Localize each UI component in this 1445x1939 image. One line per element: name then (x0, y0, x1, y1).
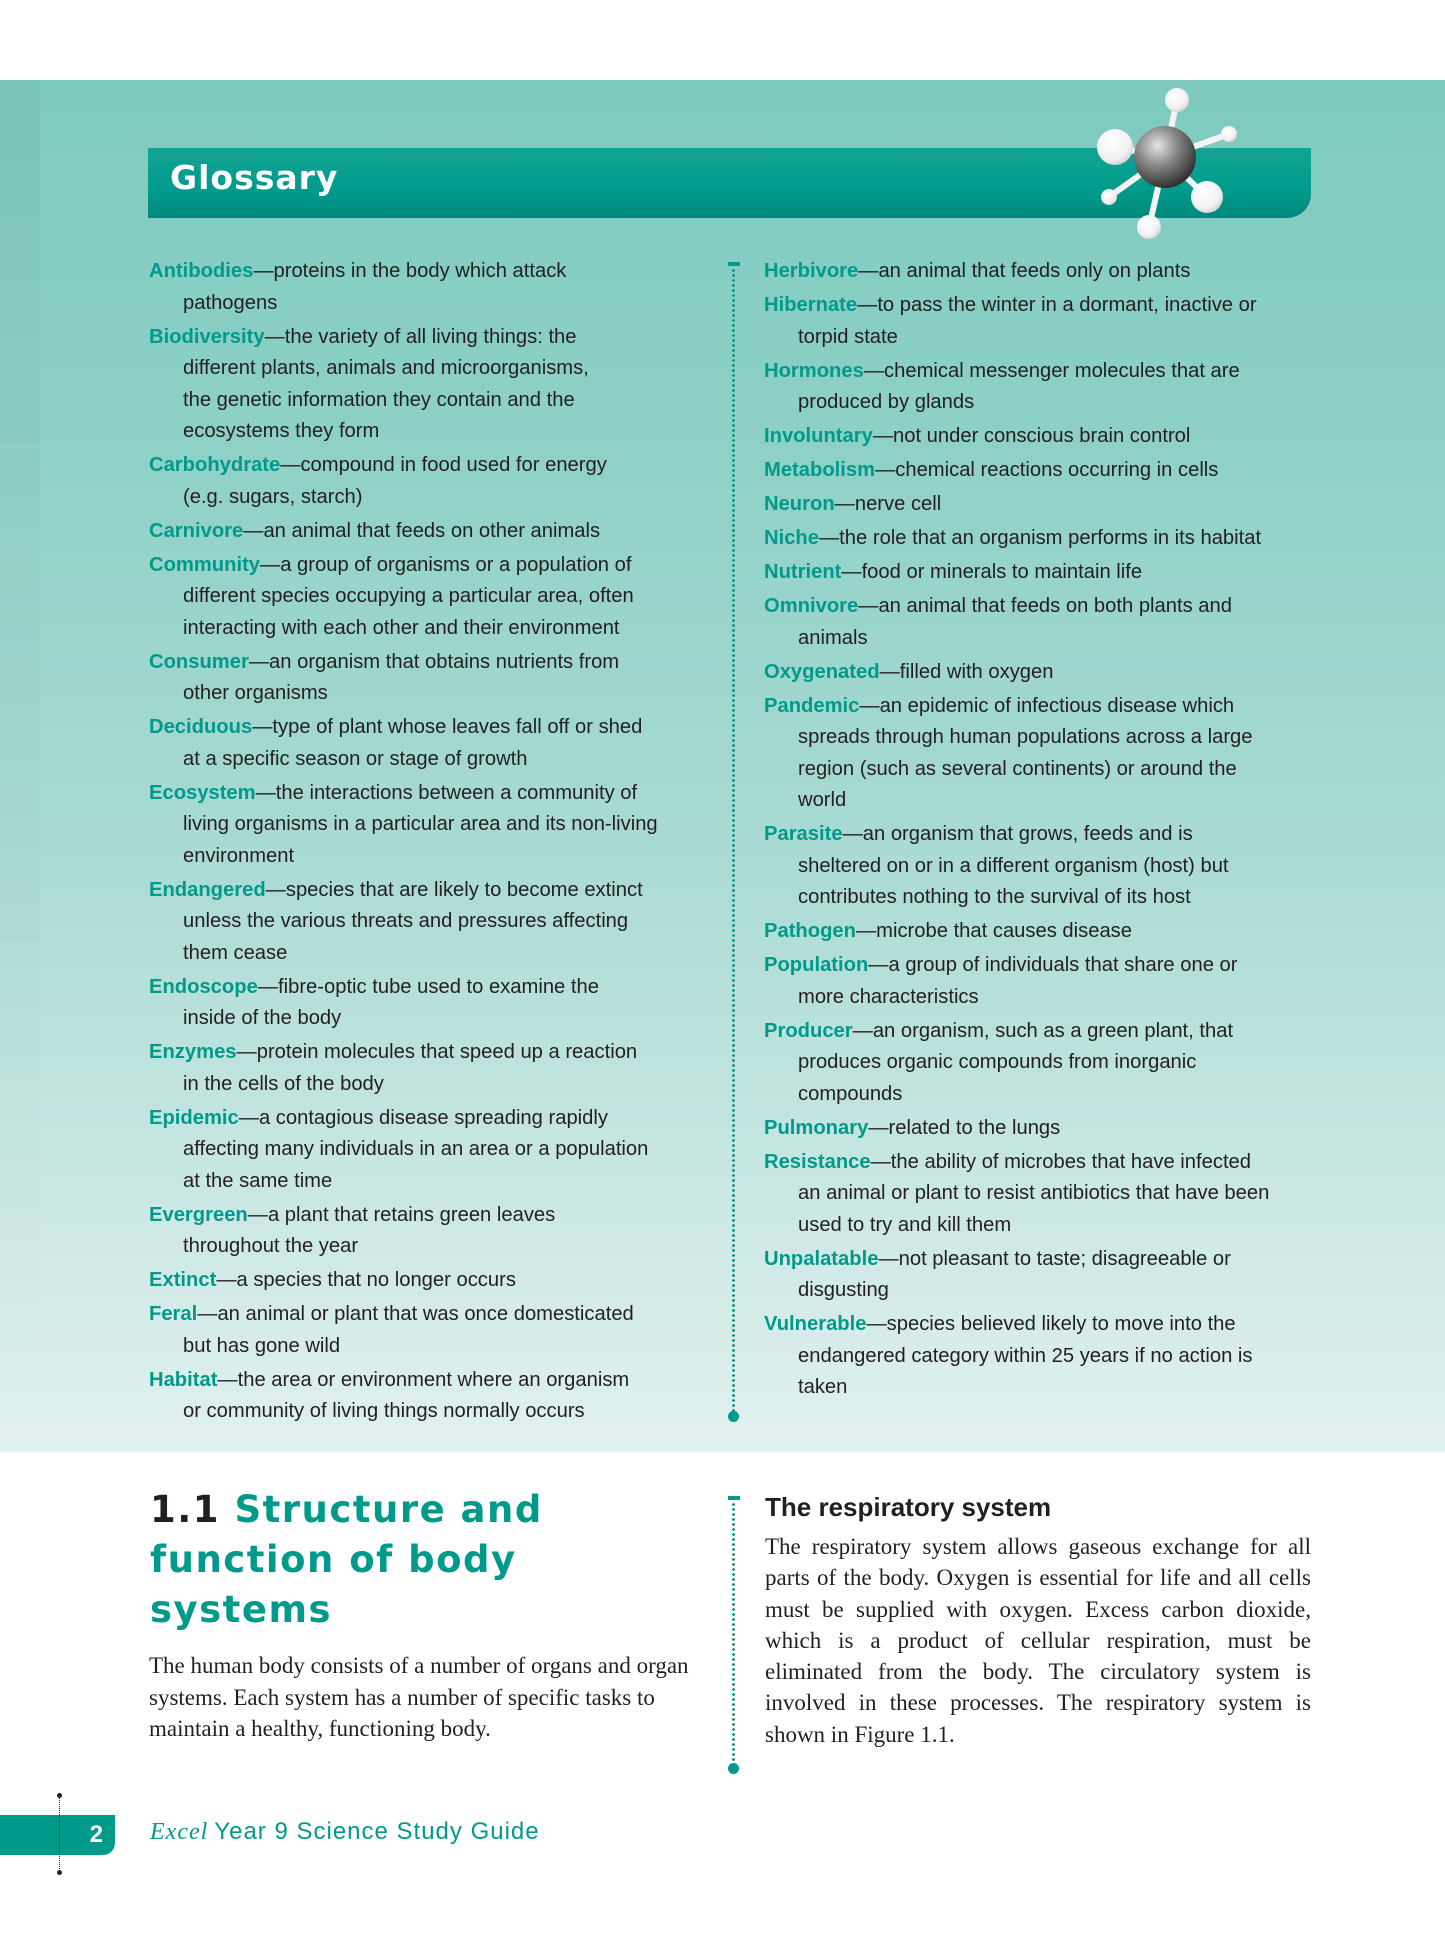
section-heading (150, 1485, 710, 1635)
glossary-left-column (149, 256, 709, 1430)
glossary-definition: —a group of individuals that share one or (868, 954, 1238, 976)
glossary-entry (764, 523, 1324, 555)
glossary-entry-line (149, 322, 709, 354)
glossary-entry (764, 290, 1324, 353)
glossary-entry-line (764, 523, 1324, 555)
glossary-entry (764, 421, 1324, 453)
glossary-entry-line (149, 581, 709, 613)
glossary-term: Extinct (149, 1269, 217, 1291)
section-title-line1: Structure and (234, 1488, 543, 1531)
glossary-entry-line (149, 744, 709, 776)
glossary-definition: —filled with oxygen (879, 660, 1054, 683)
glossary-entry (149, 1200, 709, 1263)
glossary-entry-line (764, 1341, 1324, 1373)
glossary-entry-line (149, 1265, 709, 1297)
glossary-definition: —species believed likely to move into the (866, 1313, 1236, 1335)
glossary-entry-line (764, 1372, 1324, 1404)
glossary-entry-line (764, 1275, 1324, 1307)
glossary-definition: used to try and kill them (798, 1213, 1012, 1236)
glossary-entry-line (149, 938, 709, 970)
glossary-entry-line (149, 1231, 709, 1263)
section-title-line2: function of body (150, 1538, 517, 1581)
glossary-entry-line (764, 356, 1324, 388)
glossary-definition: more characteristics (798, 985, 979, 1008)
glossary-term: Carbohydrate (149, 454, 281, 476)
glossary-entry-line (149, 1166, 709, 1198)
glossary-term: Community (149, 553, 261, 576)
glossary-entry-line (149, 1069, 709, 1101)
glossary-entry (149, 1037, 709, 1100)
glossary-definition: contributes nothing to the survival of its host (798, 886, 1191, 908)
glossary-term: Pandemic (764, 694, 860, 717)
glossary-entry-line (764, 916, 1324, 948)
glossary-entry-line (764, 1178, 1324, 1210)
glossary-entry-line (764, 722, 1324, 754)
glossary-term: Omnivore (764, 595, 859, 617)
glossary-definition: torpid state (798, 325, 898, 348)
glossary-left-strip (0, 80, 40, 1452)
glossary-entry (764, 1147, 1324, 1242)
glossary-definition: produced by glands (798, 391, 975, 413)
glossary-entry-line (764, 691, 1324, 723)
glossary-entry-line (764, 421, 1324, 453)
glossary-term: Neuron (764, 493, 835, 515)
glossary-term: Vulnerable (764, 1313, 867, 1335)
glossary-definition: —the area or environment where an organism (217, 1368, 630, 1391)
respiratory-heading: The respiratory system (765, 1492, 1052, 1522)
glossary-entry-line (149, 256, 709, 288)
glossary-entry-line (149, 353, 709, 385)
glossary-term: Population (764, 954, 869, 976)
glossary-term: Involuntary (764, 425, 873, 447)
glossary-definition: —not under conscious brain control (872, 425, 1191, 447)
glossary-term: Endoscope (149, 975, 258, 998)
glossary-term: Hormones (764, 359, 864, 382)
divider-cap (728, 262, 740, 266)
glossary-entry (764, 691, 1324, 817)
glossary-definition: but has gone wild (183, 1334, 341, 1357)
glossary-term: Pathogen (764, 920, 856, 942)
glossary-definition: —an organism, such as a green plant, that (852, 1019, 1234, 1042)
glossary-definition: different species occupying a particular area, often (183, 585, 634, 607)
glossary-term: Metabolism (764, 459, 876, 481)
glossary-definition: —an animal that feeds on both plants and (858, 595, 1232, 617)
divider-cap (728, 1496, 740, 1500)
glossary-entry-line (149, 1003, 709, 1035)
glossary-definition: throughout the year (183, 1235, 359, 1257)
glossary-definition: disgusting (798, 1279, 889, 1301)
glossary-entry-line (149, 712, 709, 744)
glossary-term: Antibodies (149, 260, 254, 282)
glossary-definition: —nerve cell (834, 493, 942, 515)
glossary-entry (764, 256, 1324, 288)
glossary-entry-line (764, 256, 1324, 288)
glossary-entry-line (764, 591, 1324, 623)
glossary-entry (764, 657, 1324, 689)
glossary-entry-line (149, 647, 709, 679)
glossary-entry (149, 1365, 709, 1428)
glossary-entry-line (764, 1147, 1324, 1179)
glossary-definition: at the same time (183, 1169, 333, 1192)
glossary-entry (764, 557, 1324, 589)
glossary-entry-line (149, 1037, 709, 1069)
glossary-entry-line (149, 1396, 709, 1428)
glossary-term: Niche (764, 527, 819, 549)
glossary-definition: —the role that an organism performs in its habitat (818, 527, 1262, 549)
glossary-entry (764, 819, 1324, 914)
glossary-entry-line (149, 809, 709, 841)
divider-dots (732, 1502, 735, 1764)
glossary-entry-line (149, 288, 709, 320)
glossary-entry-line (764, 1047, 1324, 1079)
glossary-definition: —related to the lungs (868, 1116, 1061, 1139)
glossary-term: Pulmonary (764, 1116, 869, 1139)
glossary-definition: —fibre-optic tube used to examine the (257, 975, 599, 998)
glossary-entry-line (149, 1200, 709, 1232)
glossary-entry (764, 916, 1324, 948)
glossary-entry (764, 1309, 1324, 1404)
glossary-definition: —proteins in the body which attack (253, 260, 567, 282)
glossary-definition: in the cells of the body (183, 1072, 384, 1095)
section-title-line3: systems (150, 1588, 333, 1631)
glossary-entry (764, 1016, 1324, 1111)
glossary-definition: living organisms in a particular area and its non-living (183, 813, 658, 835)
glossary-entry-line (764, 851, 1324, 883)
glossary-definition: —the ability of microbes that have infected (870, 1150, 1252, 1173)
glossary-entry (149, 1265, 709, 1297)
glossary-entry-line (764, 1244, 1324, 1276)
glossary-definition: environment (183, 844, 295, 867)
glossary-entry-line (764, 290, 1324, 322)
glossary-definition: —compound in food used for energy (280, 454, 607, 476)
glossary-entry (764, 1244, 1324, 1307)
glossary-entry (149, 322, 709, 448)
glossary-term: Nutrient (764, 561, 842, 583)
glossary-entry (149, 778, 709, 873)
glossary-entry (149, 450, 709, 513)
glossary-definition: —an animal or plant that was once domesticated (197, 1303, 634, 1325)
glossary-entry-line (149, 972, 709, 1004)
divider-end-dot (728, 1763, 739, 1774)
glossary-definition: —chemical messenger molecules that are (863, 359, 1240, 382)
glossary-definition: taken (798, 1376, 848, 1398)
glossary-definition: —a contagious disease spreading rapidly (238, 1106, 608, 1129)
glossary-term: Habitat (149, 1368, 218, 1391)
glossary-entry-line (764, 455, 1324, 487)
glossary-title: Glossary (170, 158, 339, 197)
glossary-definition: —an animal that feeds on other animals (243, 519, 601, 542)
glossary-definition: —food or minerals to maintain life (841, 561, 1143, 583)
glossary-entry-line (764, 387, 1324, 419)
glossary-entry-line (149, 1134, 709, 1166)
glossary-entry (149, 516, 709, 548)
divider-dots (732, 268, 735, 1412)
footer-dotted-rule (59, 1795, 61, 1875)
glossary-entry-line (764, 982, 1324, 1014)
glossary-entry-line (764, 1113, 1324, 1145)
glossary-term: Carnivore (149, 519, 244, 542)
glossary-term: Enzymes (149, 1041, 237, 1063)
glossary-entry-line (149, 875, 709, 907)
glossary-entry-line (149, 841, 709, 873)
glossary-definition: —the interactions between a community of (255, 781, 638, 804)
glossary-definition: (e.g. sugars, starch) (183, 485, 363, 508)
glossary-entry (764, 489, 1324, 521)
glossary-entry (149, 550, 709, 645)
glossary-definition: produces organic compounds from inorganic (798, 1051, 1197, 1073)
glossary-term: Resistance (764, 1150, 871, 1173)
glossary-right-column (764, 256, 1324, 1406)
glossary-entry-line (149, 778, 709, 810)
glossary-entry-line (149, 1299, 709, 1331)
glossary-entry-line (764, 1016, 1324, 1048)
respiratory-paragraph: The respiratory system allows gaseous exchange for all parts of the body. Oxygen is essential for life and all cells must be supplied with oxygen. Excess carbon dioxide, which is a product of cellular respiration, must be eliminated from the body. The circulatory system is involved in these processes. The respiratory system is shown in Figure 1.1. (765, 1534, 1311, 1747)
glossary-entry (764, 455, 1324, 487)
glossary-definition: —chemical reactions occurring in cells (875, 459, 1219, 481)
glossary-entry-line (764, 489, 1324, 521)
glossary-entry-line (149, 613, 709, 645)
glossary-entry-line (764, 1210, 1324, 1242)
glossary-definition: interacting with each other and their environment (183, 616, 620, 639)
glossary-definition: —an organism that obtains nutrients from (248, 650, 620, 673)
glossary-definition: endangered category within 25 years if no action is (798, 1344, 1253, 1367)
section-number: 1.1 (150, 1488, 221, 1531)
glossary-term: Ecosystem (149, 781, 256, 804)
section-column-divider (731, 1496, 737, 1774)
page-number: 2 (89, 1821, 103, 1848)
glossary-entry-line (764, 819, 1324, 851)
glossary-definition: pathogens (183, 291, 278, 314)
page-number-tab (0, 1815, 115, 1855)
glossary-entry-line (764, 882, 1324, 914)
glossary-definition: —species that are likely to become extinct (265, 878, 643, 901)
glossary-entry (764, 1113, 1324, 1145)
molecule-icon (1085, 82, 1335, 252)
glossary-entry-line (764, 623, 1324, 655)
glossary-entry (149, 1299, 709, 1362)
glossary-entry-line (149, 1331, 709, 1363)
glossary-term: Oxygenated (764, 660, 880, 683)
glossary-entry-line (764, 754, 1324, 786)
glossary-entry-line (149, 482, 709, 514)
glossary-entry (149, 875, 709, 970)
glossary-entry-line (149, 1103, 709, 1135)
glossary-definition: sheltered on or in a different organism (host) but (798, 854, 1229, 877)
glossary-entry (149, 256, 709, 319)
glossary-definition: —an organism that grows, feeds and is (842, 823, 1193, 845)
glossary-definition: affecting many individuals in an area or a population (183, 1138, 649, 1160)
glossary-entry-line (149, 1365, 709, 1397)
glossary-definition: —a plant that retains green leaves (247, 1203, 556, 1226)
glossary-entry (149, 712, 709, 775)
glossary-term: Epidemic (149, 1106, 239, 1129)
footer-book-title (150, 1818, 540, 1846)
glossary-definition: —microbe that causes disease (855, 920, 1132, 942)
glossary-definition: at a specific season or stage of growth (183, 747, 528, 770)
glossary-term: Herbivore (764, 260, 859, 282)
glossary-definition: —not pleasant to taste; disagreeable or (878, 1247, 1231, 1270)
glossary-term: Biodiversity (149, 325, 265, 348)
glossary-entry-line (764, 1079, 1324, 1111)
glossary-entry-line (764, 657, 1324, 689)
glossary-definition: spreads through human populations across a large (798, 726, 1253, 748)
glossary-term: Unpalatable (764, 1247, 879, 1270)
glossary-entry (149, 1103, 709, 1198)
glossary-entry-line (149, 550, 709, 582)
glossary-entry-line (149, 416, 709, 448)
glossary-definition: inside of the body (183, 1007, 342, 1029)
glossary-term: Deciduous (149, 716, 253, 738)
glossary-entry-line (149, 385, 709, 417)
footer-title-text: Year 9 Science Study Guide (214, 1818, 540, 1845)
glossary-term: Hibernate (764, 294, 858, 316)
glossary-definition: —to pass the winter in a dormant, inactive or (857, 294, 1257, 316)
glossary-definition: other organisms (183, 682, 328, 704)
glossary-definition: or community of living things normally occurs (183, 1400, 585, 1422)
glossary-entry (764, 356, 1324, 419)
glossary-entry (764, 591, 1324, 654)
glossary-term: Consumer (149, 650, 249, 673)
footer-brand: Excel (150, 1819, 209, 1845)
glossary-definition: animals (798, 626, 868, 649)
glossary-definition: —type of plant whose leaves fall off or shed (252, 716, 643, 738)
glossary-definition: ecosystems they form (183, 420, 380, 442)
glossary-entry-line (149, 516, 709, 548)
glossary-column-divider (731, 262, 737, 1422)
glossary-entry-line (764, 950, 1324, 982)
glossary-term: Feral (149, 1303, 198, 1325)
footer-rule-bottom-dot (57, 1870, 62, 1875)
glossary-term: Producer (764, 1019, 853, 1042)
glossary-definition: —an animal that feeds only on plants (858, 260, 1191, 282)
glossary-definition: region (such as several continents) or around the (798, 757, 1237, 780)
glossary-entry-line (149, 678, 709, 710)
divider-end-dot (728, 1411, 739, 1422)
glossary-entry (764, 950, 1324, 1013)
glossary-entry-line (149, 450, 709, 482)
glossary-entry (149, 972, 709, 1035)
glossary-term: Evergreen (149, 1203, 248, 1226)
glossary-definition: —a group of organisms or a population of (260, 553, 632, 576)
glossary-definition: the genetic information they contain and the (183, 388, 575, 411)
glossary-definition: unless the various threats and pressures affecting (183, 910, 629, 932)
glossary-definition: —protein molecules that speed up a reaction (236, 1041, 638, 1063)
section-intro-paragraph: The human body consists of a number of organs and organ systems. Each system has a number of specific tasks to maintain a healthy, functioning body. (149, 1653, 689, 1741)
glossary-entry (149, 647, 709, 710)
glossary-definition: compounds (798, 1082, 903, 1105)
glossary-entry-line (764, 785, 1324, 817)
footer-rule-top-dot (57, 1793, 62, 1798)
glossary-term: Parasite (764, 823, 843, 845)
glossary-entry-line (764, 322, 1324, 354)
glossary-definition: —a species that no longer occurs (216, 1269, 516, 1291)
glossary-definition: different plants, animals and microorganisms, (183, 357, 589, 379)
glossary-definition: them cease (183, 941, 288, 964)
glossary-definition: world (798, 789, 847, 811)
glossary-term: Endangered (149, 878, 266, 901)
glossary-definition: —an epidemic of infectious disease which (859, 694, 1235, 717)
glossary-entry-line (764, 1309, 1324, 1341)
glossary-entry-line (764, 557, 1324, 589)
glossary-definition: an animal or plant to resist antibiotics that have been (798, 1182, 1270, 1204)
glossary-entry-line (149, 906, 709, 938)
glossary-definition: —the variety of all living things: the (264, 325, 577, 348)
